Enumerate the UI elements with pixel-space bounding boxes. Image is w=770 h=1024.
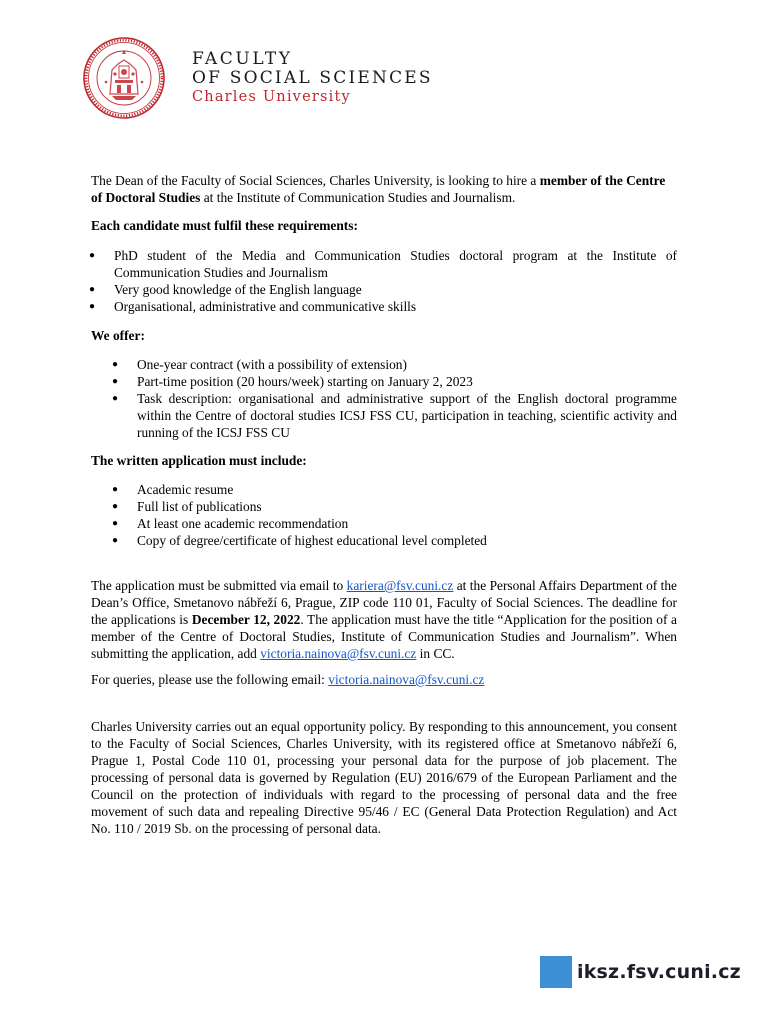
list-item: ● Very good knowledge of the English language	[114, 281, 677, 298]
cc-email-link[interactable]: victoria.nainova@fsv.cuni.cz	[260, 646, 417, 661]
requirements-list	[91, 247, 677, 315]
list-item: ● Academic resume	[137, 481, 677, 498]
faculty-line-1: FACULTY	[192, 49, 293, 69]
intro-paragraph	[91, 172, 677, 206]
footer-website-text: iksz.fsv.cuni.cz	[577, 961, 741, 983]
offer-heading	[91, 327, 677, 344]
queries-paragraph	[91, 671, 677, 688]
submission-text-2: at the Personal Affairs Department of the Dean’s Office, Smetanovo nábřeží 6, Prague, ZIP code 110 01, Faculty of Social Sciences. The deadline for the applications is	[91, 578, 678, 627]
faculty-line-2: OF SOCIAL SCIENCES	[192, 68, 433, 88]
careers-email-link[interactable]: kariera@fsv.cuni.cz	[346, 578, 454, 593]
requirements-heading	[91, 217, 677, 234]
submission-text-1: The application must be submitted via email to	[91, 578, 347, 593]
list-item: ● Copy of degree/certificate of highest educational level completed	[137, 532, 677, 549]
list-item: ● At least one academic recommendation	[137, 515, 677, 532]
submission-text-4: in CC.	[416, 646, 455, 661]
offer-heading-text: We offer:	[91, 328, 145, 343]
footer-square-icon	[540, 956, 572, 988]
list-item: ● Full list of publications	[137, 498, 677, 515]
privacy-policy-paragraph: Charles University carries out an equal opportunity policy. By responding to this announcement, you consent to the Faculty of Social Sciences, Charles University, with its registered office at Smetanovo nábřeží 6, Prague 1, Postal Code 110 01, processing your personal data for the purpose of job placement. The processing of personal data is governed by Regulation (EU) 2016/679 of the European Parliament and the Council on the protection of individuals with regard to the processing of personal data and the free movement of such data and repealing Directive 95/46 / EC (General Data Protection Regulation) and Act No. 110 / 2019 Sb. on the processing of personal data.	[91, 719, 677, 836]
announcement-body	[91, 172, 677, 837]
offer-list	[91, 356, 677, 441]
list-item: ● One-year contract (with a possibility of extension)	[137, 356, 677, 373]
intro-position-bold: member of the Centre of Doctoral Studies	[91, 173, 666, 205]
list-item: ● Part-time position (20 hours/week) starting on January 2, 2023	[137, 373, 677, 390]
intro-text-end: at the Institute of Communication Studies and Journalism.	[200, 190, 516, 205]
list-item: ● PhD student of the Media and Communication Studies doctoral program at the Institute of Communication Studies and Journalism	[114, 247, 677, 281]
intro-text-start: The Dean of the Faculty of Social Sciences, Charles University, is looking to hire a	[91, 173, 540, 188]
university-name: Charles University	[192, 89, 351, 105]
queries-email-link[interactable]: victoria.nainova@fsv.cuni.cz	[328, 672, 485, 687]
application-heading-text: The written application must include:	[91, 453, 307, 468]
footer-website-logo	[540, 956, 741, 988]
queries-text: For queries, please use the following email:	[91, 672, 329, 687]
submission-paragraph	[91, 577, 677, 662]
application-list	[91, 481, 677, 549]
list-item: ● Organisational, administrative and communicative skills	[114, 298, 677, 315]
application-heading	[91, 452, 677, 469]
university-seal-icon	[82, 36, 166, 120]
requirements-heading-text: Each candidate must fulfil these requirements:	[91, 218, 358, 233]
list-item: ● Task description: organisational and administrative support of the English doctoral programme within the Centre of doctoral studies ICSJ FSS CU, participation in teaching, scientific activity and running of the ICSJ FSS CU	[137, 390, 677, 441]
submission-text-3: . The application must have the title “Application for the position of a member of the Centre of Doctoral Studies, Institute of Communication Studies and Journalism”. When submitting the application, add	[91, 612, 677, 661]
faculty-logo	[192, 51, 433, 105]
deadline-date: December 12, 2022	[191, 612, 301, 627]
